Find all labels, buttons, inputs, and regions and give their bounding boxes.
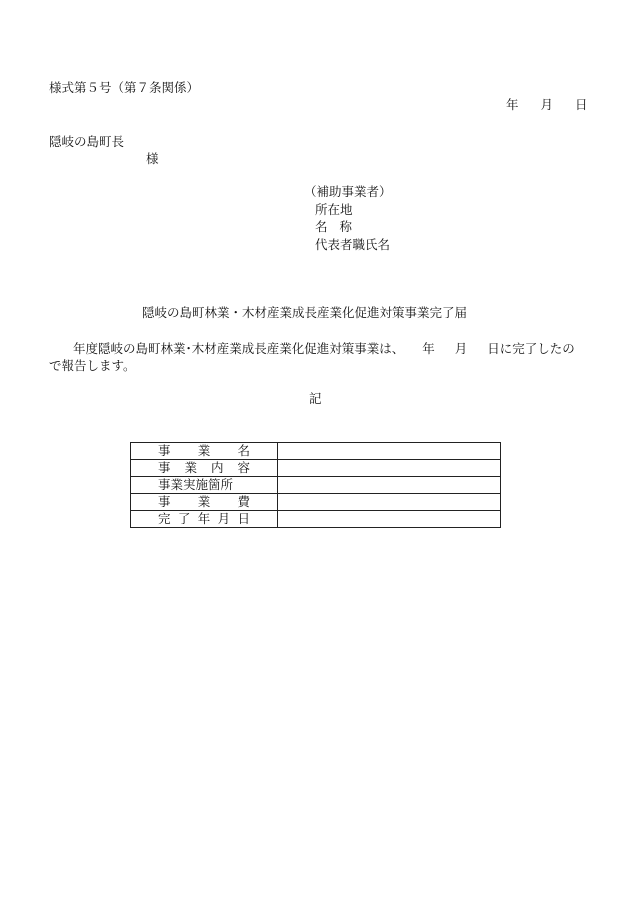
table-row-value[interactable]	[277, 494, 500, 511]
table-row	[131, 494, 501, 511]
table-label-char: 容	[237, 460, 250, 475]
date-month-label: 月	[540, 97, 554, 112]
name-label-char-1: 名	[315, 219, 328, 234]
form-number: 様式第５号（第７条関係）	[49, 80, 200, 95]
detail-table	[130, 442, 501, 528]
table-label-char: 業	[197, 443, 211, 458]
body-text-part1: 年度隠岐の島町林業･木材産業成長産業化促進対策事業は、	[73, 341, 405, 356]
table-label-char: 事	[158, 443, 171, 458]
body-month: 月	[454, 341, 468, 356]
table-label-char: 業	[184, 460, 197, 475]
name-label-char-2: 称	[339, 219, 353, 234]
date-day-label: 日	[575, 97, 588, 112]
table-row	[131, 511, 501, 528]
table-row-label-text	[158, 494, 250, 510]
table-label-char: 了	[177, 511, 191, 526]
document-title: 隠岐の島町林業・木材産業成長産業化促進対策事業完了届	[142, 305, 468, 320]
body-year: 年	[422, 341, 435, 356]
applicant-heading: （補助事業者）	[304, 184, 392, 199]
table-row	[131, 460, 501, 477]
table-label-char: 月	[217, 511, 231, 526]
table-label-char: 日	[237, 511, 250, 526]
ki-heading: 記	[309, 391, 322, 406]
table-row-label-text	[158, 443, 250, 459]
table-row-label-text	[158, 511, 250, 527]
table-label-char: 業	[197, 494, 211, 509]
body-text-part2: 日に完了したので報告します。	[49, 341, 575, 373]
table-label-char: 年	[197, 511, 211, 526]
table-label-char: 費	[237, 494, 250, 509]
table-row-label	[131, 511, 278, 528]
table-row	[131, 443, 501, 460]
applicant-block	[304, 183, 392, 253]
addressee: 隠岐の島町長	[49, 134, 125, 149]
table-row-label	[131, 494, 278, 511]
name-label	[304, 218, 392, 236]
date-line	[506, 97, 588, 113]
table-row-label	[131, 443, 278, 460]
body-text	[49, 340, 585, 374]
table-row-value[interactable]	[277, 460, 500, 477]
table-label-char: 事	[158, 460, 171, 475]
address-label: 所在地	[315, 201, 353, 217]
table-label-char: 完	[158, 511, 171, 526]
date-year-label: 年	[506, 97, 519, 112]
honorific: 様	[146, 151, 159, 166]
table-row-label	[131, 460, 278, 477]
table-label-char: 内	[210, 460, 224, 475]
table-row-label-text	[158, 460, 250, 476]
table-row-value[interactable]	[277, 443, 500, 460]
table-row-label-text	[158, 477, 277, 493]
table-row	[131, 477, 501, 494]
table-row-value[interactable]	[277, 511, 500, 528]
representative-label: 代表者職氏名	[315, 236, 391, 252]
table-label-char: 名	[237, 443, 250, 458]
table-row-value[interactable]	[277, 477, 500, 494]
table-row-label	[131, 477, 278, 494]
table-label-char: 事業実施箇所	[158, 477, 234, 492]
table-label-char: 事	[158, 494, 171, 509]
